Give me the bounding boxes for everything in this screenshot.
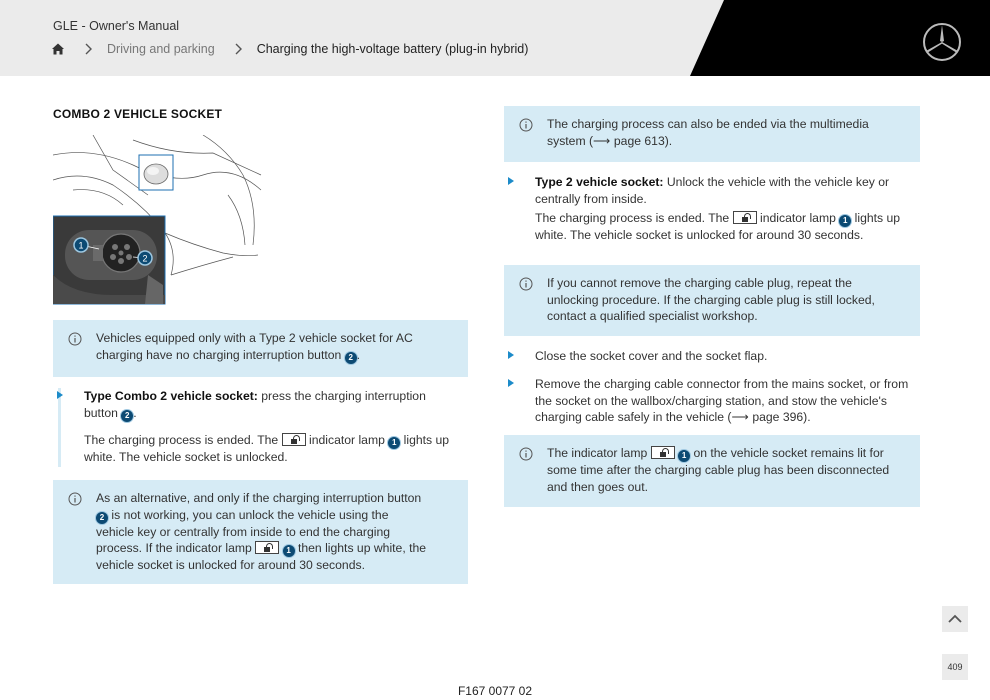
mercedes-star-logo[interactable] [922,22,962,62]
breadcrumb-item-current: Charging the high-voltage battery (plug-in hybrid) [256,42,529,56]
header-bar [0,0,990,76]
badge-2: 2 [96,512,108,524]
breadcrumb [51,42,528,56]
unlock-indicator-icon [282,433,306,446]
step-label: Type Combo 2 vehicle socket: [84,389,258,403]
home-icon[interactable] [51,42,65,56]
info-note-text: The charging process can also be ended via the multimedia system (⟶ page 613). [547,117,869,148]
info-icon [519,118,533,132]
page-number-button[interactable]: 409 [942,654,968,680]
badge-1: 1 [839,215,851,227]
info-icon [68,332,82,346]
info-note-text: The indicator lamp 1 on the vehicle socket remains lit for some time after the charging cable plug has been disconnected and then goes out. [547,446,890,494]
info-note-text: Vehicles equipped only with a Type 2 vehicle socket for AC charging have no charging interruption button 2 . [96,331,413,362]
step-label: Type 2 vehicle socket: [535,175,664,189]
info-note-lamp-lit [504,435,920,507]
breadcrumb-item-driving[interactable]: Driving and parking [107,42,215,56]
info-icon [519,447,533,461]
info-note-text: If you cannot remove the charging cable plug, repeat the unlocking procedure. If the charging cable plug is still locked, contact a qualified specialist workshop. [547,276,875,323]
info-note-multimedia [504,106,920,162]
vehicle-socket-illustration [53,135,263,305]
info-icon [68,492,82,506]
info-note-cable-locked [504,265,920,336]
figure-code: F167 0077 02 [457,684,533,698]
section-title: COMBO 2 VEHICLE SOCKET [53,107,223,121]
info-note-text: As an alternative, and only if the charging interruption button 2 is not working, you can unlock the vehicle using the vehicle key or centrally from inside to end the charging process. If the indicator lamp 1 then lights up white, the vehicle socket is unlocked for around 30 seconds. [96,491,427,572]
unlock-indicator-icon [255,541,279,554]
step-type2: Type 2 vehicle socket: Unlock the vehicle with the vehicle key or centrally from inside. The charging process is ended. The indicator lamp 1 lights up white. The vehicle socket is unlocked for around 30 seconds. [504,174,914,244]
manual-title: GLE - Owner's Manual [53,19,180,33]
badge-1: 1 [678,450,690,462]
step-type-combo2: Type Combo 2 vehicle socket: press the charging interruption button 2 . The charging process is ended. The indicator lamp 1 lights up white. The vehicle socket is unlocked. [53,388,458,467]
badge-2: 2 [345,352,357,364]
badge-1: 1 [388,437,400,449]
callout-1-label: 1 [78,240,84,251]
step-arrow-icon [508,351,514,359]
step-close-cover: Close the socket cover and the socket flap. [504,348,914,366]
scroll-to-top-button[interactable] [942,606,968,632]
step-remove-cable: Remove the charging cable connector from the mains socket, or from the socket on the wallbox/charging station, and stow the vehicle's charging cable safely in the vehicle (⟶ page 396). [504,376,920,426]
info-note-type2-ac [53,320,468,377]
unlock-indicator-icon [651,446,675,459]
scroll-up-icon [947,613,963,625]
info-icon [519,277,533,291]
step-arrow-icon [508,177,514,185]
chevron-right-icon [83,42,93,56]
chevron-right-icon [233,42,243,56]
badge-2: 2 [121,410,133,422]
badge-1: 1 [283,545,295,557]
step-arrow-icon [508,379,514,387]
unlock-indicator-icon [733,211,757,224]
step-arrow-icon [57,391,63,399]
callout-2-label: 2 [142,253,148,264]
info-note-alternative [53,480,468,584]
